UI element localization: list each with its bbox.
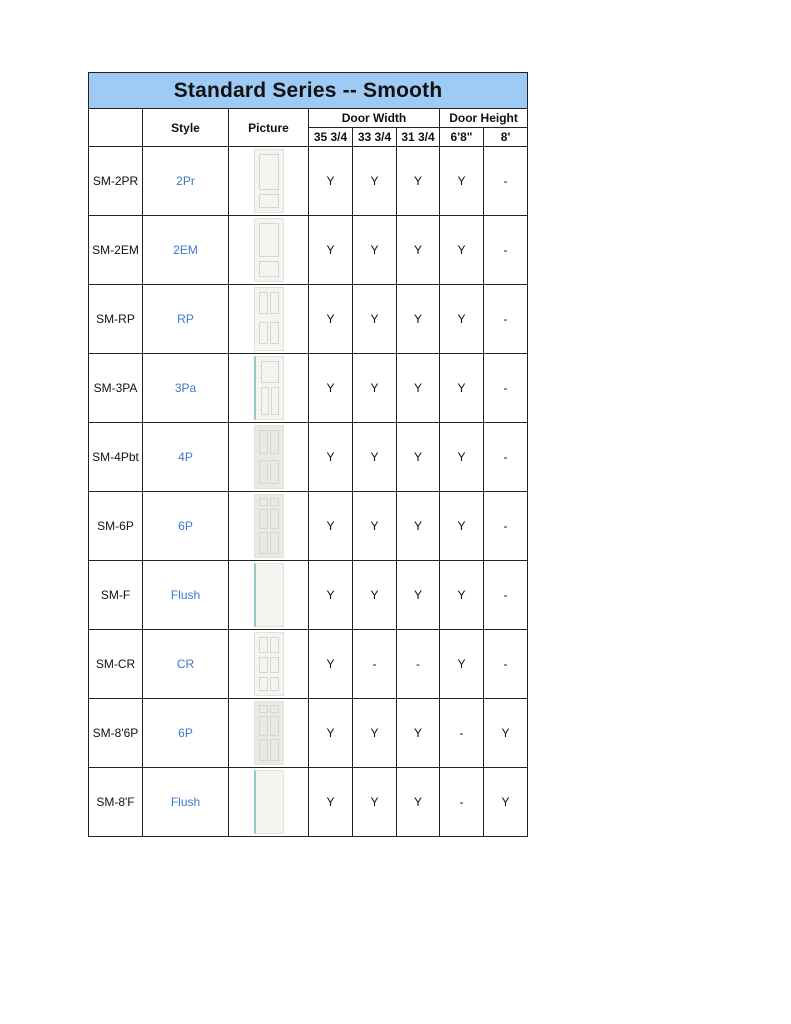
cross-panel-door-icon	[254, 632, 284, 696]
product-table	[88, 72, 528, 837]
availability-width-31-3-4: -	[397, 630, 440, 699]
style-link[interactable]: 6P	[143, 699, 229, 768]
six-panel-door-icon	[254, 701, 284, 765]
door-panel	[270, 677, 279, 691]
door-picture-cell	[229, 285, 309, 354]
two-panel-door-icon	[254, 218, 284, 282]
availability-width-33-3-4: Y	[353, 768, 397, 837]
style-link[interactable]: RP	[143, 285, 229, 354]
three-panel-arch-door-icon	[254, 356, 284, 420]
door-panel	[270, 739, 279, 761]
availability-height-8: -	[484, 492, 528, 561]
availability-width-31-3-4: Y	[397, 768, 440, 837]
door-panel	[259, 154, 279, 190]
availability-height-6-8: Y	[440, 630, 484, 699]
availability-height-8: -	[484, 561, 528, 630]
table-row	[89, 492, 528, 561]
availability-width-35-3-4: Y	[309, 354, 353, 423]
availability-height-8: -	[484, 285, 528, 354]
door-panel	[270, 430, 279, 454]
style-link[interactable]: 6P	[143, 492, 229, 561]
model-code: SM-8'6P	[89, 699, 143, 768]
door-panel	[259, 460, 268, 484]
availability-width-33-3-4: Y	[353, 285, 397, 354]
door-panel	[259, 498, 268, 506]
door-panel	[261, 387, 269, 415]
availability-width-31-3-4: Y	[397, 492, 440, 561]
door-picture-cell	[229, 768, 309, 837]
availability-width-35-3-4: Y	[309, 492, 353, 561]
availability-width-35-3-4: Y	[309, 423, 353, 492]
door-panel	[259, 194, 279, 208]
style-link[interactable]: Flush	[143, 768, 229, 837]
door-panel	[259, 716, 268, 736]
model-code: SM-2EM	[89, 216, 143, 285]
door-panel	[270, 509, 279, 529]
door-picture-cell	[229, 630, 309, 699]
door-panel	[270, 637, 279, 653]
door-panel	[259, 637, 268, 653]
availability-height-8: Y	[484, 768, 528, 837]
availability-width-35-3-4: Y	[309, 768, 353, 837]
table-row	[89, 354, 528, 423]
raised-panel-door-icon	[254, 287, 284, 351]
availability-height-8: -	[484, 630, 528, 699]
door-panel	[270, 498, 279, 506]
availability-width-33-3-4: Y	[353, 561, 397, 630]
availability-width-33-3-4: Y	[353, 216, 397, 285]
availability-height-6-8: Y	[440, 561, 484, 630]
door-panel	[259, 430, 268, 454]
table-row	[89, 561, 528, 630]
availability-width-31-3-4: Y	[397, 147, 440, 216]
availability-width-33-3-4: -	[353, 630, 397, 699]
availability-width-31-3-4: Y	[397, 699, 440, 768]
door-panel	[259, 739, 268, 761]
availability-height-8: -	[484, 147, 528, 216]
availability-width-35-3-4: Y	[309, 147, 353, 216]
availability-width-33-3-4: Y	[353, 147, 397, 216]
availability-width-33-3-4: Y	[353, 354, 397, 423]
door-panel	[259, 261, 279, 277]
six-panel-door-icon	[254, 494, 284, 558]
availability-height-6-8: Y	[440, 285, 484, 354]
table-row	[89, 699, 528, 768]
width-header-35-3-4: 35 3/4	[309, 128, 353, 147]
availability-width-33-3-4: Y	[353, 423, 397, 492]
door-panel	[259, 705, 268, 713]
availability-width-35-3-4: Y	[309, 630, 353, 699]
door-picture-cell	[229, 423, 309, 492]
door-panel	[270, 322, 279, 344]
table-row	[89, 630, 528, 699]
availability-height-6-8: Y	[440, 423, 484, 492]
width-header-33-3-4: 33 3/4	[353, 128, 397, 147]
availability-width-31-3-4: Y	[397, 561, 440, 630]
door-picture-cell	[229, 561, 309, 630]
door-panel	[259, 292, 268, 314]
door-panel	[259, 657, 268, 673]
availability-width-35-3-4: Y	[309, 285, 353, 354]
door-panel	[259, 677, 268, 691]
door-panel	[270, 460, 279, 484]
style-link[interactable]: 4P	[143, 423, 229, 492]
style-link[interactable]: 2Pr	[143, 147, 229, 216]
availability-height-6-8: Y	[440, 147, 484, 216]
height-header-8: 8'	[484, 128, 528, 147]
door-panel	[259, 532, 268, 554]
availability-height-6-8: Y	[440, 354, 484, 423]
availability-width-35-3-4: Y	[309, 699, 353, 768]
availability-width-35-3-4: Y	[309, 216, 353, 285]
model-code: SM-3PA	[89, 354, 143, 423]
table-row	[89, 768, 528, 837]
model-code: SM-F	[89, 561, 143, 630]
code-header	[89, 109, 143, 147]
door-panel	[261, 361, 279, 383]
model-code: SM-2PR	[89, 147, 143, 216]
door-panel	[270, 292, 279, 314]
availability-height-8: -	[484, 216, 528, 285]
availability-height-6-8: Y	[440, 492, 484, 561]
four-panel-door-icon	[254, 425, 284, 489]
door-picture-cell	[229, 216, 309, 285]
availability-height-6-8: -	[440, 768, 484, 837]
door-panel	[270, 657, 279, 673]
door-panel	[270, 532, 279, 554]
style-link[interactable]: 3Pa	[143, 354, 229, 423]
style-header: Style	[143, 109, 229, 147]
table-title: Standard Series -- Smooth	[89, 73, 528, 109]
model-code: SM-CR	[89, 630, 143, 699]
style-link[interactable]: CR	[143, 630, 229, 699]
availability-width-31-3-4: Y	[397, 285, 440, 354]
door-height-header: Door Height	[440, 109, 528, 128]
availability-height-8: Y	[484, 699, 528, 768]
model-code: SM-8'F	[89, 768, 143, 837]
door-panel	[271, 387, 279, 415]
flush-door-icon	[254, 563, 284, 627]
availability-width-31-3-4: Y	[397, 216, 440, 285]
two-panel-round-door-icon	[254, 149, 284, 213]
availability-width-31-3-4: Y	[397, 423, 440, 492]
table-row	[89, 147, 528, 216]
availability-width-33-3-4: Y	[353, 492, 397, 561]
model-code: SM-RP	[89, 285, 143, 354]
door-panel	[259, 223, 279, 257]
table-row	[89, 216, 528, 285]
availability-height-6-8: -	[440, 699, 484, 768]
door-picture-cell	[229, 492, 309, 561]
table-row	[89, 285, 528, 354]
availability-width-33-3-4: Y	[353, 699, 397, 768]
door-width-header: Door Width	[309, 109, 440, 128]
door-picture-cell	[229, 147, 309, 216]
availability-width-31-3-4: Y	[397, 354, 440, 423]
door-picture-cell	[229, 699, 309, 768]
flush-door-icon	[254, 770, 284, 834]
availability-height-8: -	[484, 423, 528, 492]
availability-width-35-3-4: Y	[309, 561, 353, 630]
style-link[interactable]: Flush	[143, 561, 229, 630]
door-panel	[270, 716, 279, 736]
width-header-31-3-4: 31 3/4	[397, 128, 440, 147]
model-code: SM-6P	[89, 492, 143, 561]
style-link[interactable]: 2EM	[143, 216, 229, 285]
availability-height-8: -	[484, 354, 528, 423]
door-panel	[259, 322, 268, 344]
availability-height-6-8: Y	[440, 216, 484, 285]
height-header-6-8: 6'8"	[440, 128, 484, 147]
model-code: SM-4Pbt	[89, 423, 143, 492]
picture-header: Picture	[229, 109, 309, 147]
table-row	[89, 423, 528, 492]
door-panel	[259, 509, 268, 529]
door-picture-cell	[229, 354, 309, 423]
door-panel	[270, 705, 279, 713]
